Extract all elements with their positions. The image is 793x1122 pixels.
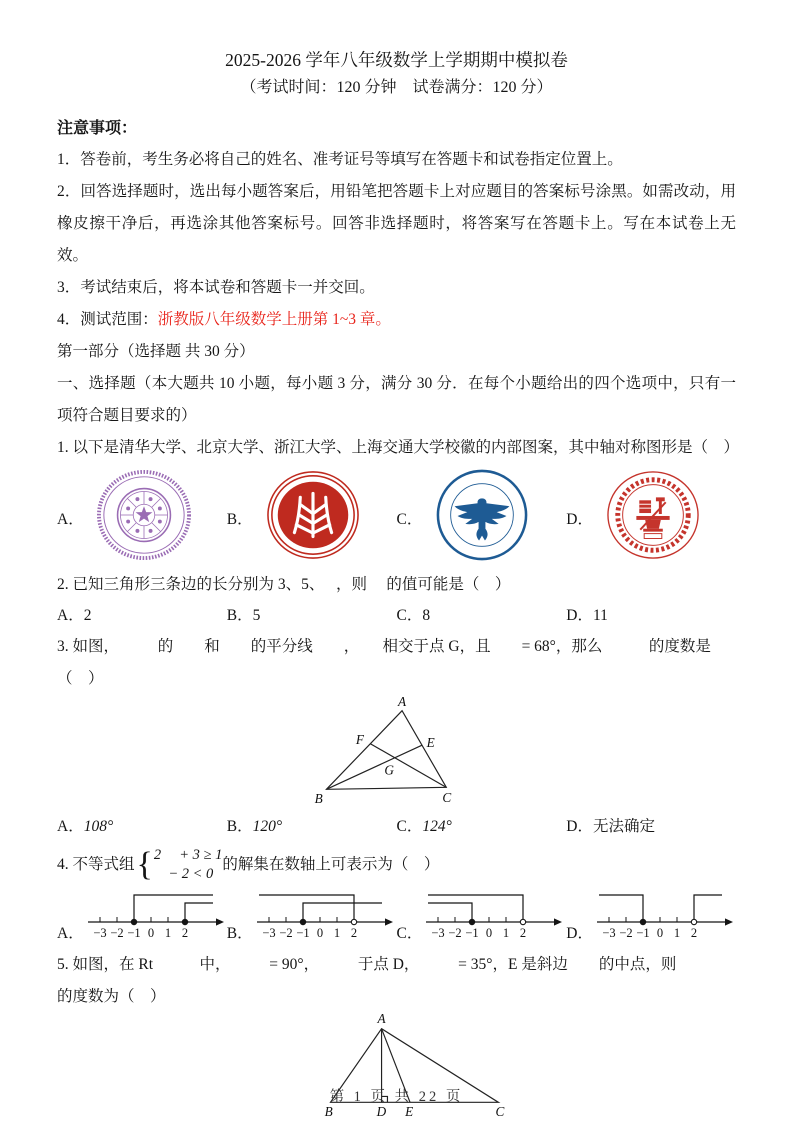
svg-text:2: 2: [690, 926, 698, 940]
q3-option-b-value: 120°: [252, 818, 283, 835]
q4-option-a: [57, 886, 227, 949]
question-2-text: 2. 已知三角形三条边的长分别为 3、5、 ，则 的值可能是（ ）: [57, 576, 511, 593]
q4-numberline: [255, 886, 395, 949]
zhejiang-university-eagle-icon: [430, 468, 534, 567]
test-scope-highlight: 浙教版八年级数学上册第 1~3 章。: [157, 311, 391, 328]
svg-text:2: 2: [181, 926, 188, 940]
q4-option-c-label: C．: [396, 925, 423, 942]
q3-option-b: [227, 812, 397, 842]
svg-text:−1: −1: [636, 926, 650, 940]
brace-left: {: [136, 846, 153, 883]
svg-text:−3: −3: [93, 926, 107, 940]
page-number: 第 1 页 共 22 页: [329, 1089, 464, 1105]
q4-option-d: [566, 886, 736, 949]
q5-label-E: E: [405, 1104, 414, 1120]
q4-numberline: [424, 886, 564, 949]
q4-system-line1: 2 + 3 ≥ 1: [153, 847, 223, 863]
q4-numberline: [595, 886, 735, 949]
svg-text:−3: −3: [431, 926, 445, 940]
notice-item-4-prefix: 4．测试范围：: [57, 311, 158, 328]
q1-option-d: [566, 468, 736, 567]
section-intro: 一、选择题（本大题共 10 小题，每小题 3 分，满分 30 分．在每个小题给出的四个选项中，只有一项符合题目要求的）: [57, 375, 736, 424]
q5-label-D: D: [376, 1104, 387, 1120]
q5-label-C: C: [495, 1104, 505, 1120]
svg-text:1: 1: [673, 926, 681, 940]
q3-label-E: E: [426, 735, 435, 751]
exam-subtitle: （考试时间：120 分钟 试卷满分：120 分）: [240, 79, 553, 96]
q2-option-a: [57, 601, 227, 631]
q1-option-c: [397, 468, 567, 567]
q2-option-b: [227, 601, 397, 631]
q3-label-C: C: [442, 790, 452, 806]
q2-option-a-value: 2: [83, 607, 92, 624]
q3-option-c: [397, 812, 567, 842]
q4-option-d-label: D．: [566, 925, 593, 942]
q5-label-A: A: [377, 1013, 386, 1026]
q3-label-B: B: [314, 791, 323, 807]
question-5-text-line1: 5. 如图，在 Rt 中， = 90°， 于点 D， = 35°，E 是斜边 的中点，则: [57, 956, 677, 973]
svg-text:−1: −1: [295, 926, 310, 940]
q4-option-c: [397, 886, 567, 949]
svg-text:−2: −2: [110, 926, 124, 940]
notice-item-3: 3．考试结束后，将本试卷和答题卡一并交回。: [57, 279, 375, 296]
q2-option-a-label: A．: [57, 607, 84, 624]
q1-option-a-label: A．: [57, 510, 84, 528]
q2-option-b-label: B．: [226, 607, 253, 624]
svg-text:−3: −3: [602, 926, 616, 940]
q2-option-d: [566, 601, 736, 631]
peking-university-seal-icon: [261, 468, 365, 567]
notice-item-1: 1．答卷前，考生务必将自己的姓名、准考证号等填写在答题卡和试卷指定位置上。: [57, 151, 623, 168]
svg-text:−1: −1: [127, 926, 141, 940]
q3-option-c-label: C．: [396, 818, 423, 835]
svg-text:0: 0: [316, 926, 323, 940]
q1-option-a: [57, 468, 227, 567]
q1-option-c-label: C．: [396, 510, 423, 528]
svg-text:0: 0: [147, 926, 154, 940]
svg-text:−2: −2: [448, 926, 462, 940]
q3-label-G: G: [384, 762, 394, 778]
q4-system-line2: − 2 < 0: [153, 866, 214, 882]
q2-option-c-value: 8: [422, 607, 431, 624]
tsinghua-seal-icon: [92, 468, 196, 567]
svg-text:1: 1: [333, 926, 340, 940]
section-heading: 第一部分（选择题 共 30 分）: [57, 343, 255, 360]
svg-text:−2: −2: [278, 926, 293, 940]
q4-option-b: [227, 886, 397, 949]
q2-option-d-label: D．: [566, 607, 593, 624]
svg-text:1: 1: [164, 926, 171, 940]
q4-inequality-system: [154, 846, 223, 884]
svg-text:2: 2: [520, 926, 527, 940]
q4-numberline: [86, 886, 226, 949]
q4-option-b-label: B．: [226, 925, 253, 942]
q5-label-B: B: [324, 1104, 333, 1120]
q3-option-d-label: D．: [566, 818, 593, 835]
q3-option-b-label: B．: [226, 818, 253, 835]
question-1-text: 1. 以下是清华大学、北京大学、浙江大学、上海交通大学校徽的内部图案，其中轴对称图形是（ ）: [57, 439, 740, 456]
q3-option-d-value: 无法确定: [592, 818, 655, 835]
question-5-text-line2: 的度数为（ ）: [57, 988, 166, 1005]
question-4-text: [57, 846, 736, 884]
q4-option-a-label: A．: [57, 925, 84, 942]
q3-option-c-value: 124°: [422, 818, 452, 835]
q3-option-d: [566, 812, 736, 842]
q4-suffix: 的解集在数轴上可表示为（ ）: [222, 856, 440, 873]
svg-text:−2: −2: [619, 926, 633, 940]
q1-option-b-label: B．: [226, 510, 253, 528]
notice-item-2: 2．回答选择题时，选出每小题答案后，用铅笔把答题卡上对应题目的答案标号涂黑。如需改动，用橡皮擦干净后，再选涂其他答案标号。回答非选择题时，将答案写在答题卡上。写在本试卷上无效。: [57, 183, 736, 264]
q3-option-a-label: A．: [57, 818, 84, 835]
q3-option-a: [57, 812, 227, 842]
q1-option-d-label: D．: [566, 510, 593, 528]
svg-text:0: 0: [656, 926, 664, 940]
q2-option-d-value: 11: [592, 607, 608, 624]
q3-figure: [307, 695, 736, 812]
q3-option-a-value: 108°: [83, 818, 114, 835]
svg-text:1: 1: [503, 926, 510, 940]
q1-option-b: [227, 468, 397, 567]
notice-item-4: [57, 304, 736, 336]
q2-option-b-value: 5: [252, 607, 261, 624]
sjtu-gear-seal-icon: [601, 468, 705, 567]
question-3-text-line1: 3. 如图， 的 和 的平分线 ， 相交于点 G，且 = 68°，那么 的度数是: [57, 638, 711, 655]
exam-title: 2025-2026 学年八年级数学上学期期中模拟卷: [225, 50, 568, 70]
svg-text:0: 0: [486, 926, 493, 940]
q2-option-c-label: C．: [396, 607, 423, 624]
q1-options-row: [57, 468, 736, 567]
q3-label-A: A: [398, 695, 407, 709]
q3-options-row: [57, 812, 736, 842]
q4-prefix: 4. 不等式组: [57, 856, 135, 873]
q3-label-F: F: [355, 732, 365, 748]
q2-options-row: [57, 601, 736, 631]
question-3-text-line2: （ ）: [57, 670, 104, 687]
q4-options-row: [57, 886, 736, 949]
q2-option-c: [397, 601, 567, 631]
svg-text:2: 2: [350, 926, 357, 940]
notice-heading: 注意事项：: [57, 120, 138, 137]
svg-text:−3: −3: [261, 926, 276, 940]
svg-text:−1: −1: [465, 926, 479, 940]
